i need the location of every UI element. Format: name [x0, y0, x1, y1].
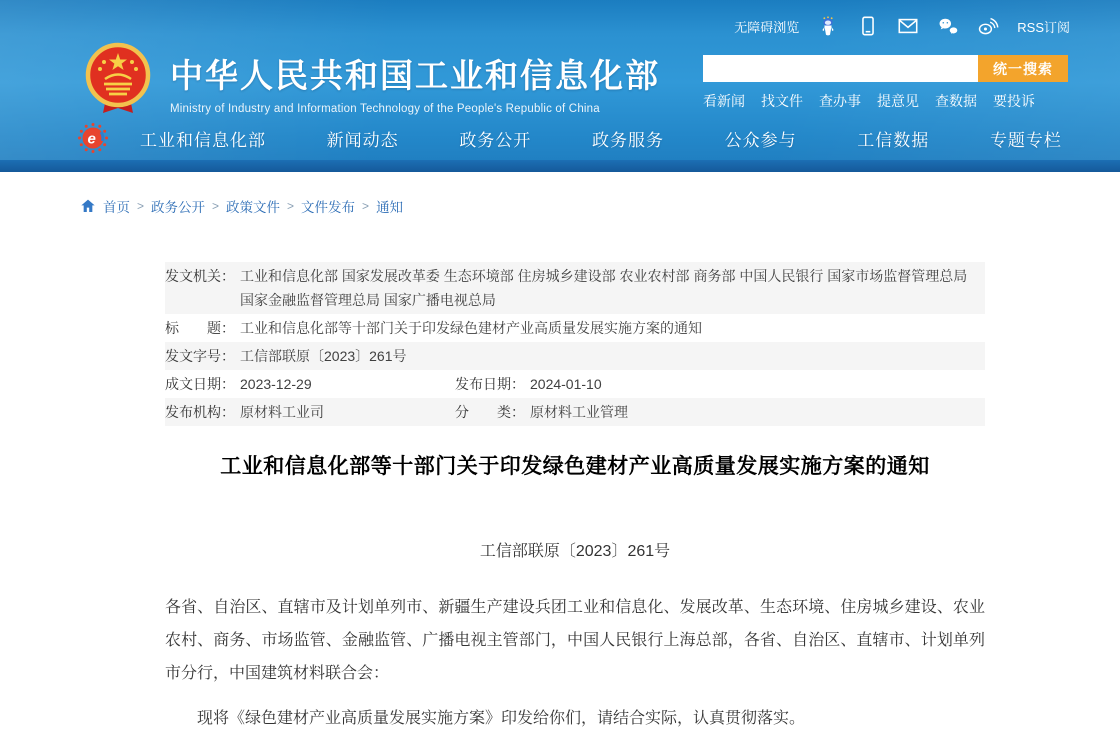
breadcrumb-separator: > [362, 199, 370, 213]
breadcrumb-gov-affairs[interactable]: 政务公开 [151, 200, 206, 215]
quick-link-files[interactable]: 找文件 [761, 93, 803, 109]
quick-link-services[interactable]: 查办事 [819, 93, 861, 109]
meta-value: 原材料工业司 [240, 404, 324, 420]
mobile-icon[interactable] [857, 15, 879, 37]
site-title: 中华人民共和国工业和信息化部 [170, 57, 660, 94]
national-emblem-icon [78, 40, 158, 116]
nav-item-gov-affairs[interactable]: 政务公开 [459, 130, 532, 150]
meta-label: 发文字号： [165, 348, 235, 364]
rss-link[interactable]: RSS订阅 [1017, 19, 1070, 35]
search-input[interactable] [703, 55, 978, 82]
search-button[interactable]: 统一搜索 [978, 55, 1068, 82]
document-paragraph: 现将《绿色建材产业高质量发展实施方案》印发给你们，请结合实际，认真贯彻落实。 [197, 710, 806, 727]
nav-item-miit[interactable]: 工业和信息化部 [140, 130, 266, 150]
quick-link-complaint[interactable]: 要投诉 [993, 93, 1035, 109]
document-number: 工信部联原〔2023〕261号 [479, 543, 671, 560]
nav-item-data[interactable]: 工信数据 [857, 130, 930, 150]
site-header [0, 0, 1120, 172]
meta-label: 标 题： [165, 320, 235, 336]
nav-item-news[interactable]: 新闻动态 [326, 130, 399, 150]
mascot-icon[interactable] [817, 15, 839, 37]
main-nav [0, 116, 1120, 160]
nav-items [140, 116, 1062, 160]
breadcrumb-policy-files[interactable]: 政策文件 [226, 200, 281, 215]
nav-bottom-strip [0, 160, 1120, 172]
quick-links [703, 91, 1068, 111]
topbar [734, 15, 1070, 37]
meta-row-dates [165, 370, 985, 398]
document-meta-table [165, 262, 985, 426]
main-content [0, 172, 1120, 735]
meta-value: 工业和信息化部 国家发展改革委 生态环境部 住房城乡建设部 农业农村部 商务部 中国人民银行 国家市场监督管理总局 国家金融监督管理总局 国家广播电视总局 [240, 268, 968, 308]
mail-icon[interactable] [897, 15, 919, 37]
meta-row-issuing-org [165, 262, 985, 314]
meta-value: 原材料工业管理 [530, 404, 628, 420]
meta-value: 2023-12-29 [240, 376, 312, 392]
breadcrumb-home[interactable]: 首页 [103, 200, 130, 215]
quick-link-data[interactable]: 查数据 [935, 93, 977, 109]
gov-site-logo-icon [78, 123, 108, 153]
breadcrumb-file-release[interactable]: 文件发布 [301, 200, 356, 215]
weibo-icon[interactable] [977, 15, 999, 37]
meta-label: 成文日期： [165, 376, 235, 392]
meta-label: 发布日期： [455, 376, 525, 392]
breadcrumb-separator: > [287, 199, 295, 213]
breadcrumb-separator: > [137, 199, 145, 213]
document-title: 工业和信息化部等十部门关于印发绿色建材产业高质量发展实施方案的通知 [220, 455, 930, 478]
accessibility-link[interactable]: 无障碍浏览 [734, 19, 800, 35]
brand [170, 50, 660, 115]
svg-text:e: e [87, 130, 96, 148]
meta-row-publisher [165, 398, 985, 426]
document [165, 262, 985, 735]
document-paragraph: 各省、自治区、直辖市及计划单列市、新疆生产建设兵团工业和信息化、发展改革、生态环境、住房城乡建设、农业农村、商务、市场监管、金融监管、广播电视主管部门，中国人民银行上海总部，各省、自治区、直辖市、计划单列市分行，中国建筑材料联合会： [165, 599, 985, 682]
meta-value: 工业和信息化部等十部门关于印发绿色建材产业高质量发展实施方案的通知 [240, 320, 702, 336]
nav-item-gov-services[interactable]: 政务服务 [591, 130, 664, 150]
site-subtitle: Ministry of Industry and Information Technology of the People's Republic of China [170, 103, 600, 115]
meta-row-doc-no [165, 342, 985, 370]
breadcrumb-notice[interactable]: 通知 [376, 200, 404, 215]
breadcrumb-separator: > [212, 199, 220, 213]
nav-item-topics[interactable]: 专题专栏 [989, 130, 1062, 150]
meta-label: 发布机构： [165, 404, 235, 420]
quick-link-feedback[interactable]: 提意见 [877, 93, 919, 109]
meta-value: 工信部联原〔2023〕261号 [240, 348, 407, 364]
home-icon[interactable] [80, 198, 96, 214]
meta-label: 分 类： [455, 404, 525, 420]
meta-value: 2024-01-10 [530, 376, 602, 392]
meta-row-title [165, 314, 985, 342]
search-area [703, 55, 1068, 111]
meta-label: 发文机关： [165, 268, 235, 284]
breadcrumb [0, 172, 1120, 216]
wechat-icon[interactable] [937, 15, 959, 37]
quick-link-news[interactable]: 看新闻 [703, 93, 745, 109]
nav-item-participation[interactable]: 公众参与 [724, 130, 797, 150]
